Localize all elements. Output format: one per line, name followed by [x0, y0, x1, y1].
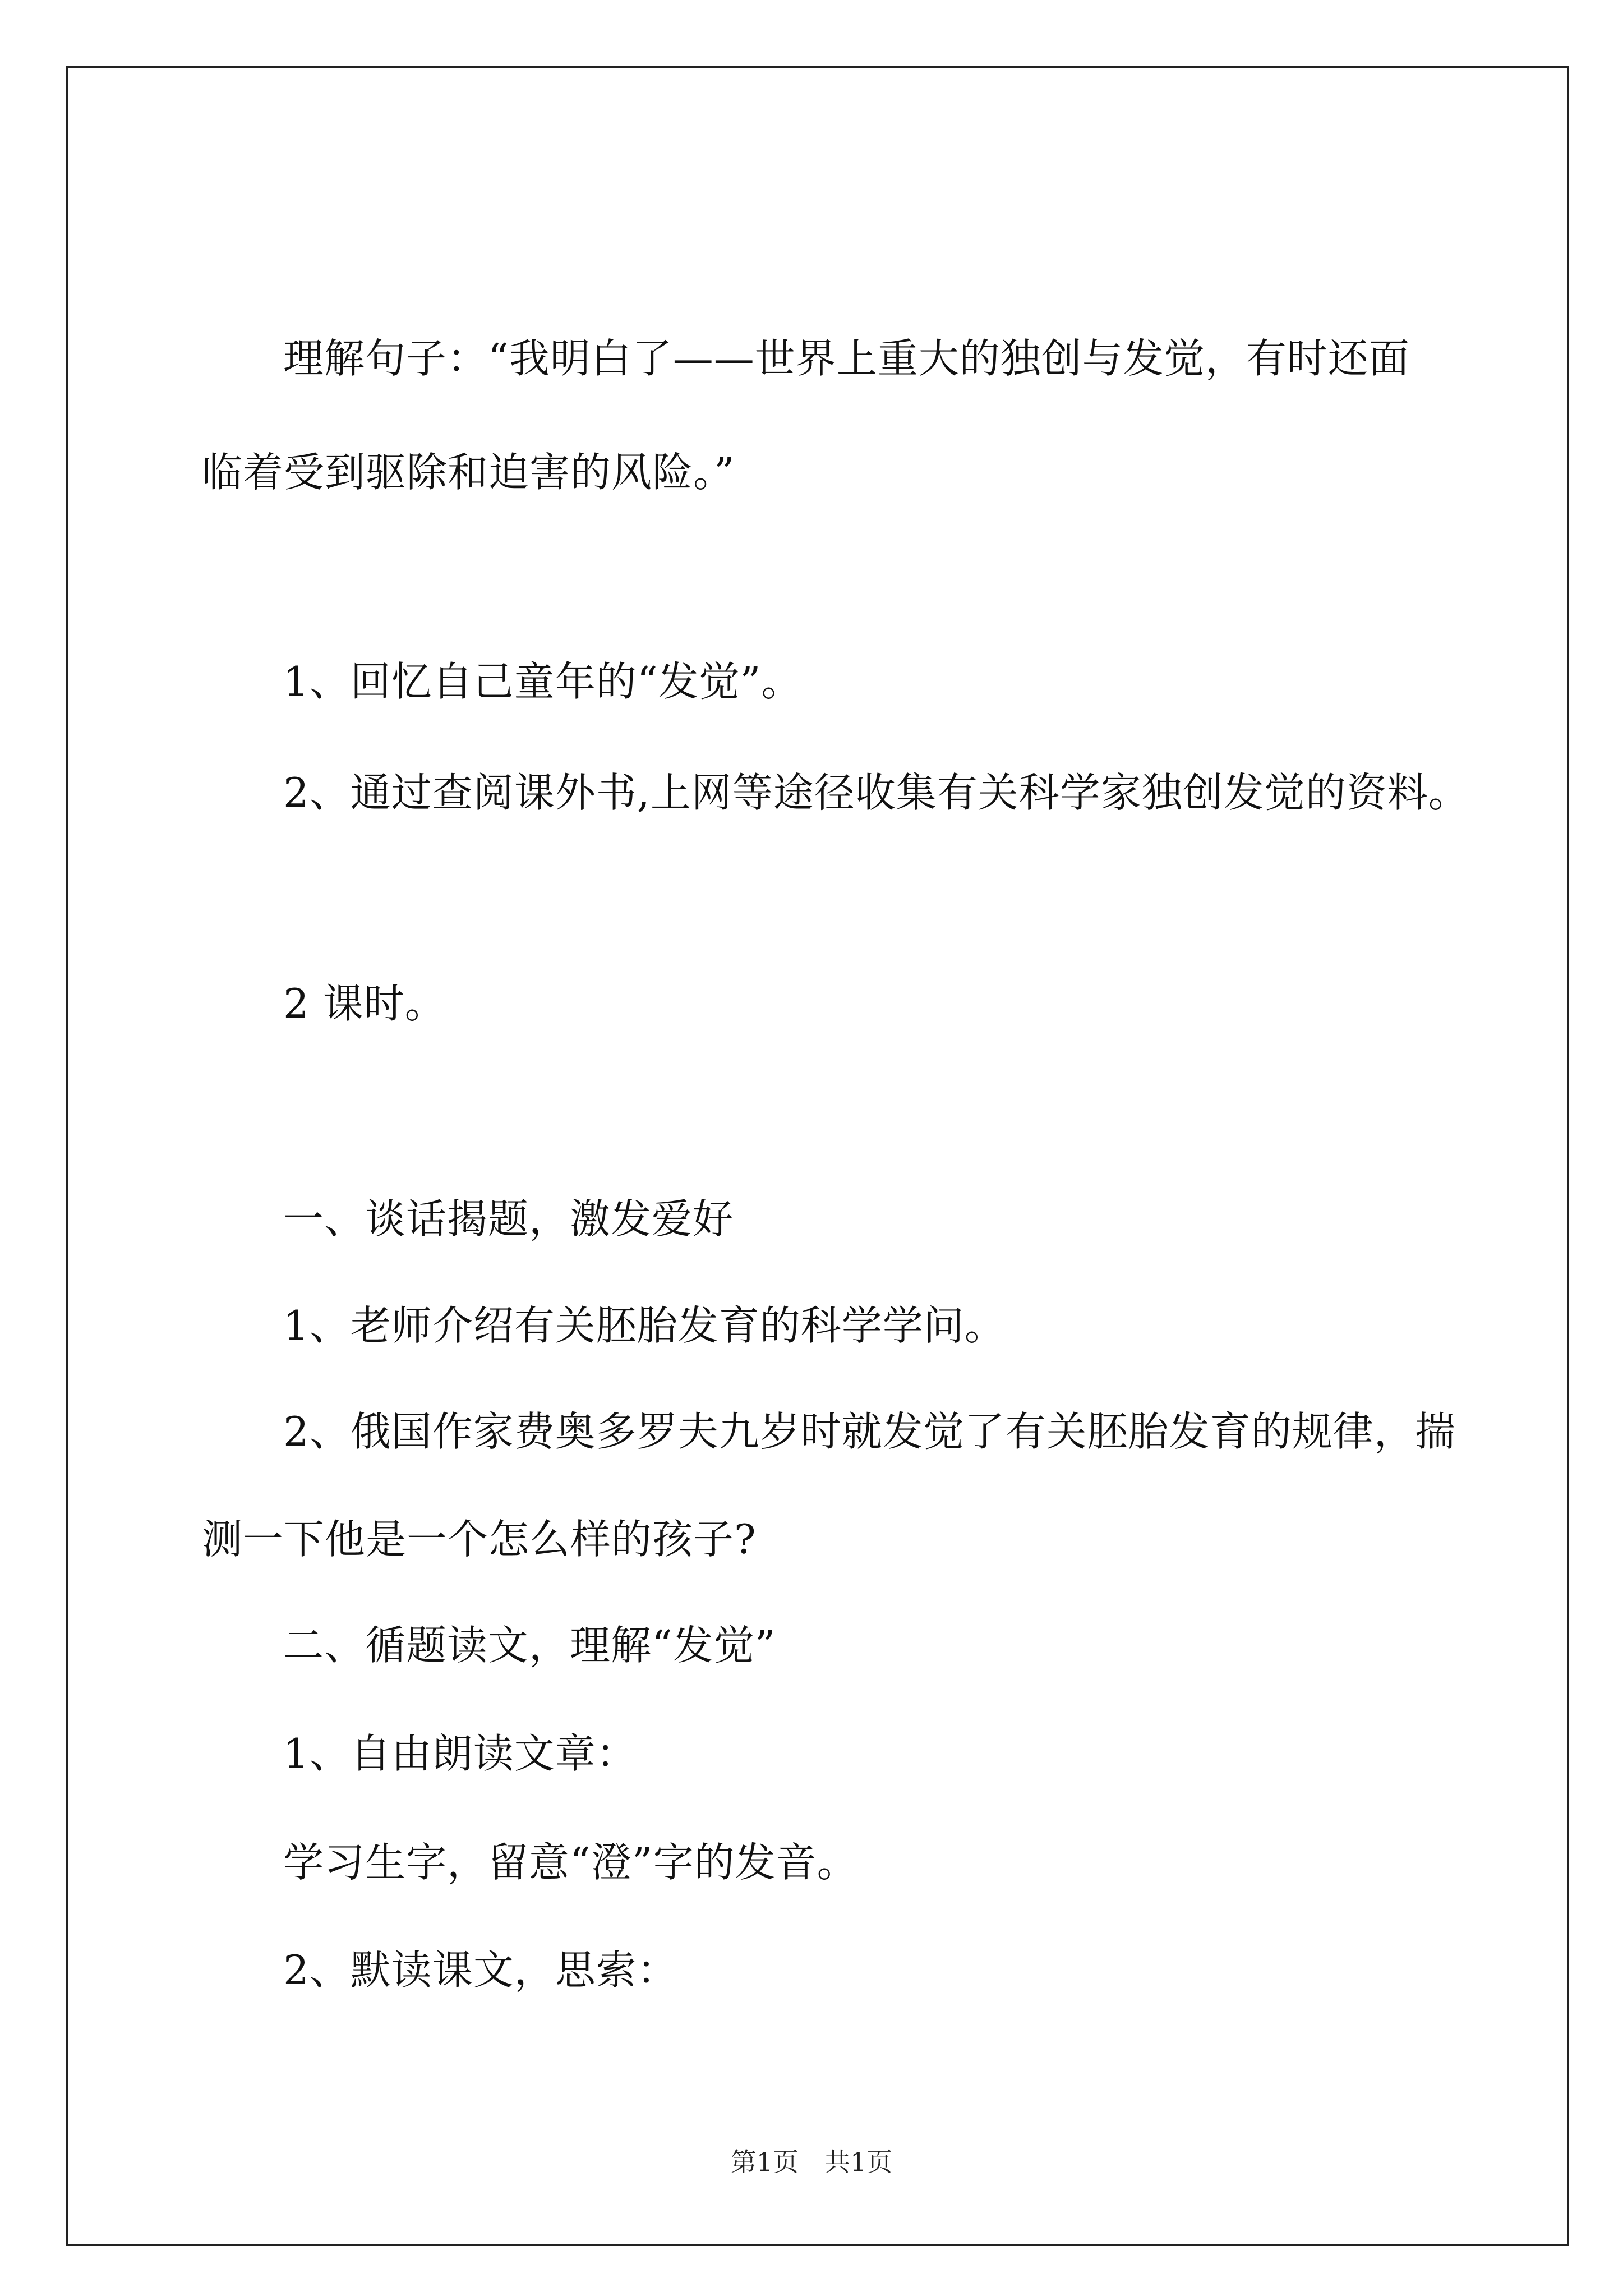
text-line: 理解句子：“我明白了——世界上重大的独创与发觉，有时还面 — [283, 335, 1410, 382]
text-line: 1、自由朗读文章： — [283, 1730, 637, 1777]
section-heading: 一、谈话揭题，激发爱好 — [283, 1195, 734, 1243]
text-line: 2 课时。 — [283, 980, 446, 1027]
text-line: 学习生字，留意“澄”字的发音。 — [283, 1839, 858, 1886]
section-heading: 二、循题读文，理解“发觉” — [283, 1622, 776, 1669]
text-line: 2、俄国作家费奥多罗夫九岁时就发觉了有关胚胎发育的规律，揣 — [283, 1408, 1456, 1455]
text-line: 1、回忆自己童年的“发觉”。 — [283, 658, 803, 705]
page-border — [66, 66, 1569, 2246]
text-line: 2、通过查阅课外书,上网等途径收集有关科学家独创发觉的资料。 — [283, 769, 1469, 816]
text-line: 测一下他是一个怎么样的孩子? — [202, 1516, 757, 1563]
text-line: 2、默读课文，思索： — [283, 1947, 678, 1994]
page-number-footer: 第1页 共1页 — [730, 2147, 893, 2177]
text-line: 临着受到驱除和迫害的风险。” — [202, 449, 735, 496]
text-line: 1、老师介绍有关胚胎发育的科学学问。 — [283, 1302, 1006, 1349]
